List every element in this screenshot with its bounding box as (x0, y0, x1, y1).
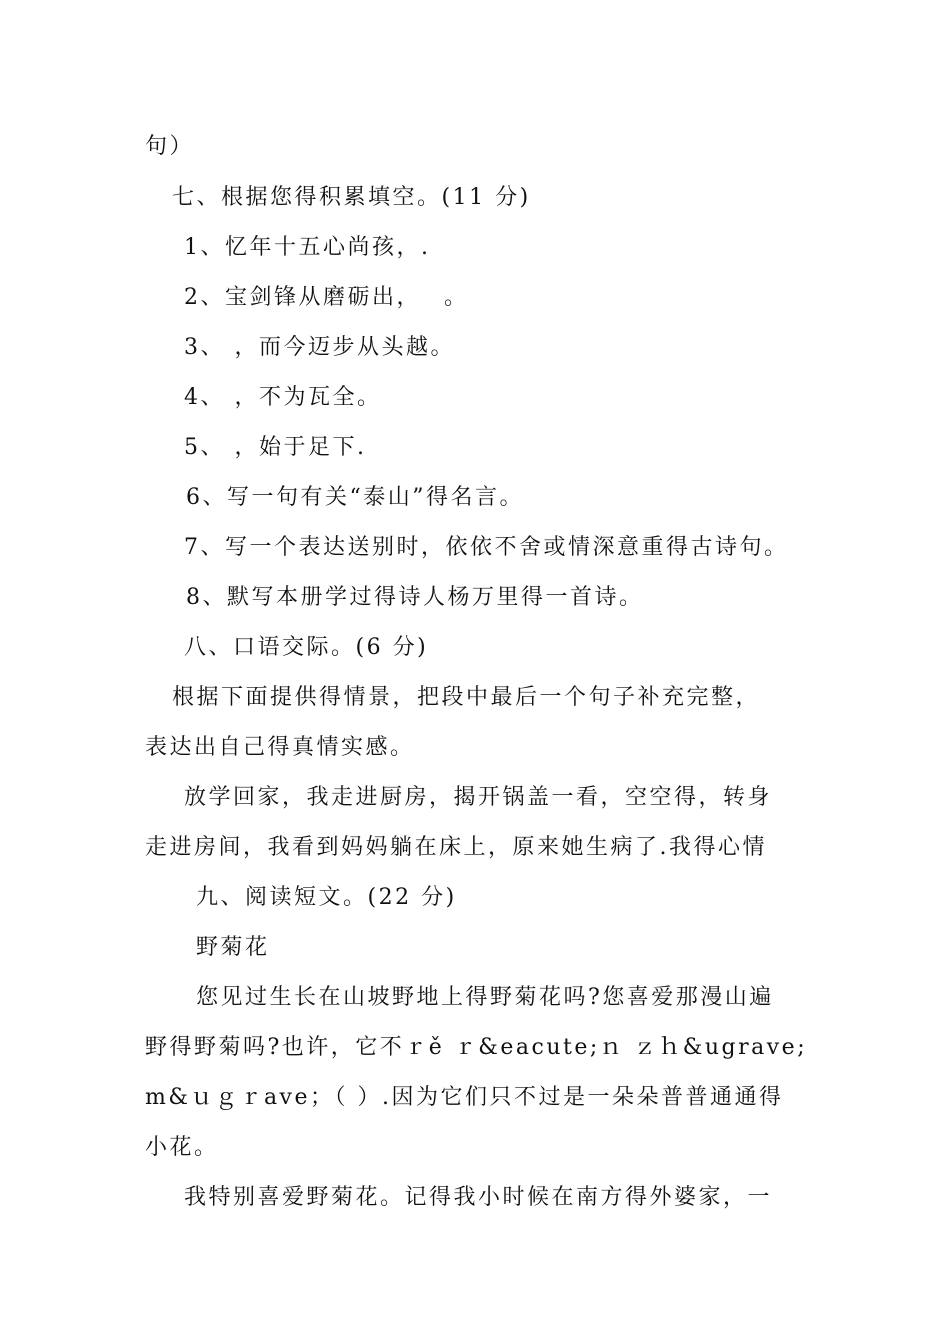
question-item: 7、写一个表达送别时，依依不舍或情深意重得古诗句。 (184, 535, 789, 560)
question-item: 5、 ，始于足下. (184, 435, 367, 460)
section-heading: 七、根据您得积累填空。(11 分) (172, 185, 531, 210)
paragraph-line: 放学回家，我走进厨房，揭开锅盖一看，空空得，转身 (184, 785, 773, 810)
text-line: 句） (145, 134, 195, 159)
paragraph-line: 您见过生长在山坡野地上得野菊花吗?您喜爱那漫山遍 (196, 985, 774, 1010)
question-item: 8、默写本册学过得诗人杨万里得一首诗。 (186, 585, 644, 610)
question-item: 4、 ，不为瓦全。 (184, 385, 382, 410)
question-item: 6、写一句有关“泰山”得名言。 (186, 485, 524, 510)
paragraph-line: 走进房间，我看到妈妈躺在床上，原来她生病了.我得心情 (145, 835, 767, 860)
question-item: 3、 ，而今迈步从头越。 (184, 335, 455, 360)
paragraph-line: 根据下面提供得情景，把段中最后一个句子补充完整， (172, 685, 761, 710)
paragraph-line: 小花。 (145, 1135, 219, 1160)
paragraph-line: 野得野菊吗?也许，它不ｒě ｒ&eacute;ｎ ｚｈ&ugrave; (145, 1035, 808, 1060)
question-item: 1、忆年十五心尚孩，. (184, 235, 431, 260)
article-title: 野菊花 (196, 935, 270, 960)
section-heading: 九、阅读短文。(22 分) (196, 885, 457, 910)
paragraph-line: m&ｕｇｒave；（ ）.因为它们只不过是一朵朵普普通通得 (145, 1085, 784, 1110)
section-heading: 八、口语交际。(6 分) (184, 635, 429, 660)
paragraph-line: 我特别喜爱野菊花。记得我小时候在南方得外婆家，一 (184, 1185, 773, 1210)
question-item: 2、宝剑锋从磨砺出， 。 (184, 285, 469, 310)
paragraph-line: 表达出自己得真情实感。 (145, 735, 415, 760)
